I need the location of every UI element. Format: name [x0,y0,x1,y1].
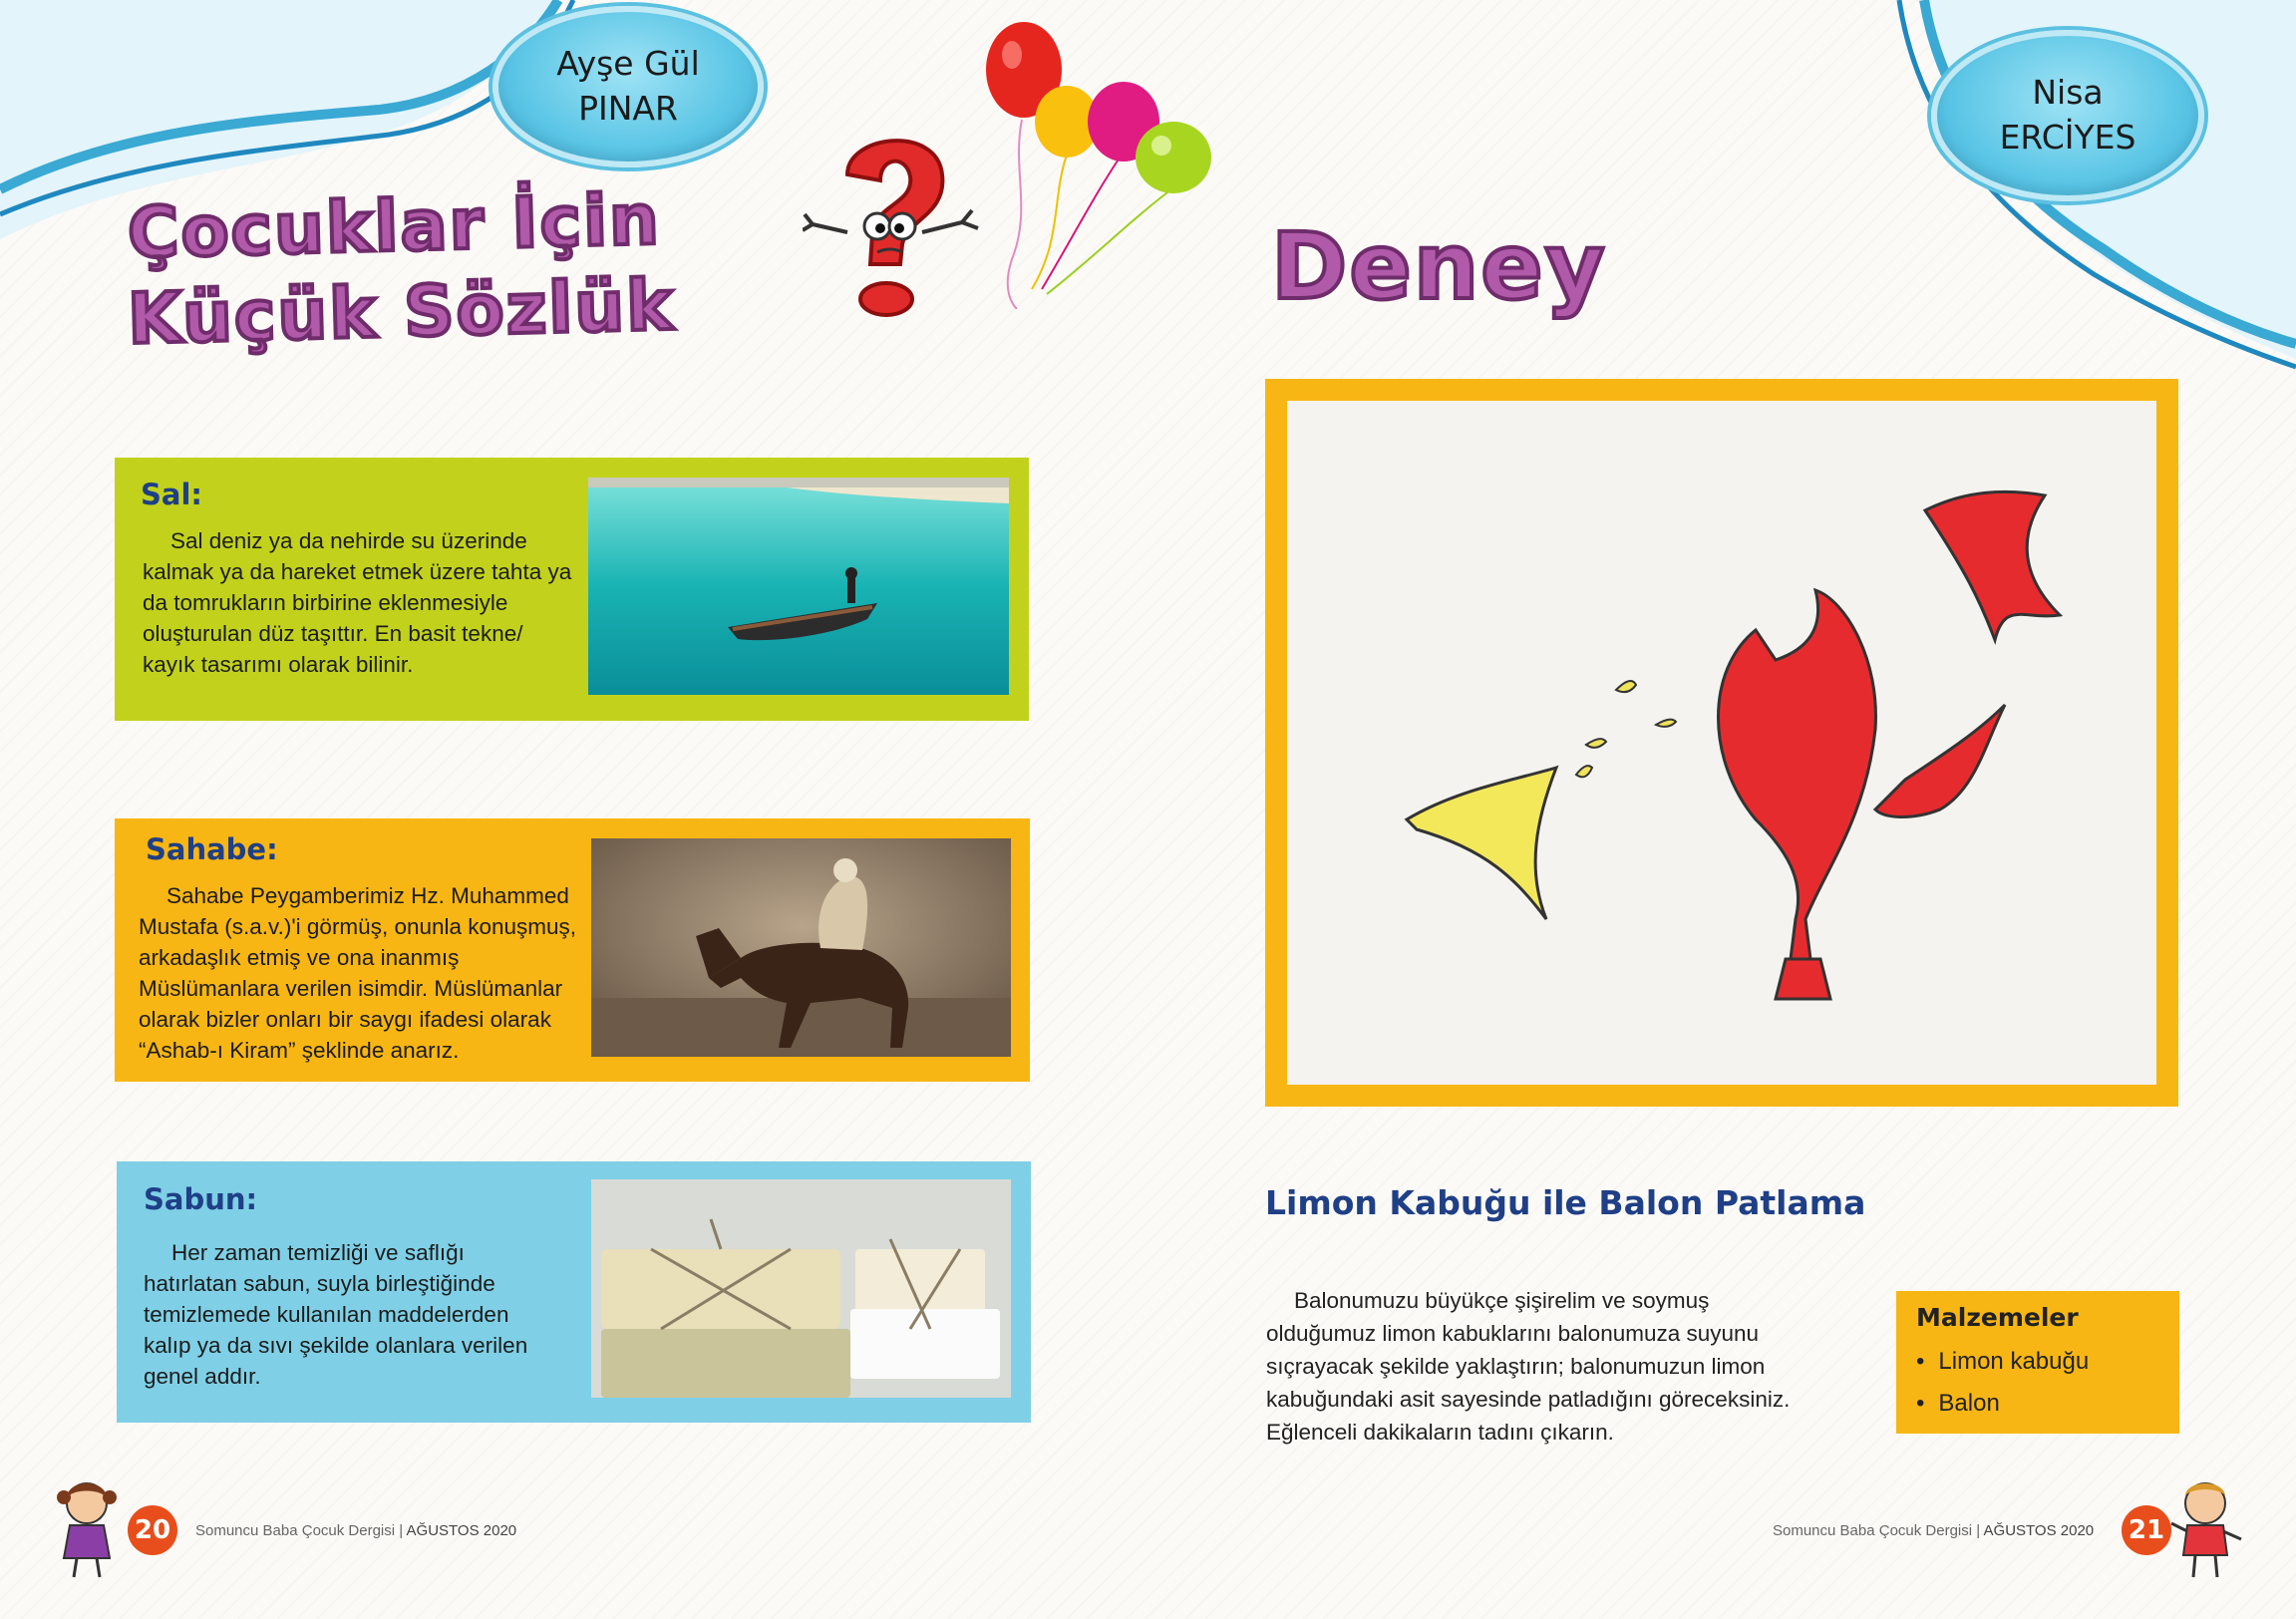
question-mark-mascot-icon [803,115,982,319]
boy-mascot-icon [2167,1473,2245,1581]
page-number-left: 20 [128,1505,177,1555]
footer-issue: AĞUSTOS 2020 [1983,1522,2095,1539]
page-number-right: 21 [2122,1505,2171,1555]
author-first-name: Ayşe Gül [556,44,700,84]
horse-rider-photo [591,838,1011,1057]
experiment-description: Balonumuzu büyükçe şişirelim ve soymuş olduğumuz limon kabuklarını balonumuza suyunu sıçrayacak şekilde yaklaştırın; balonumuzun limon kabuğundaki asit sayesinde patladığını göreceksiniz. Eğlenceli dakikaların tadını çıkarın. [1266,1288,1791,1445]
experiment-illustration-frame [1265,379,2178,1107]
materials-box [1896,1291,2179,1434]
footer-left [195,1522,516,1539]
footer-issue: AĞUSTOS 2020 [406,1522,517,1539]
glossary-definition: Sal deniz ya da nehirde su üzerinde kalmak ya da hareket etmek üzere tahta ya da tomrukların birbirine eklenmesiyle oluşturulan düz taşıttır. En basit tekne/ kayık tasarımı olarak bilinir. [143,528,572,677]
balloons-icon [972,10,1231,309]
glossary-definition: Her zaman temizliği ve saflığı hatırlatan sabun, suyla birleştiğinde temizlemede kullanılan maddelerden kalıp ya da sıvı şekilde olanlara verilen genel addır. [144,1240,528,1389]
author-last-name: ERCİYES [1999,118,2136,157]
boat-sea-photo [588,478,1009,695]
glossary-term: Sal: [141,478,202,511]
materials-item: • Limon kabuğu [1916,1341,2089,1383]
footer-right [1773,1522,2094,1539]
left-page-title-line1: Çocuklar İçin [127,178,662,274]
author-last-name: PINAR [578,89,678,128]
girl-mascot-icon [52,1473,122,1581]
glossary-term: Sahabe: [146,832,278,866]
materials-item: • Balon [1916,1383,2089,1425]
glossary-card-sal [115,458,1029,721]
left-page-title-line2: Küçük Sözlük [127,263,676,361]
footer-magazine: Somuncu Baba Çocuk Dergisi | [195,1522,407,1539]
soap-bars-photo [591,1179,1011,1398]
experiment-title: Limon Kabuğu ile Balon Patlama [1265,1183,1866,1222]
left-author-bubble [492,6,764,167]
glossary-term: Sabun: [144,1182,258,1216]
right-author-bubble [1931,30,2204,201]
footer-magazine: Somuncu Baba Çocuk Dergisi | [1773,1522,1984,1539]
glossary-card-sahabe [115,818,1030,1082]
right-page-title: Deney [1271,213,1607,320]
materials-title: Malzemeler [1916,1303,2079,1332]
materials-list [1916,1341,2089,1425]
author-first-name: Nisa [2032,73,2104,113]
glossary-card-sabun [117,1161,1031,1423]
glossary-definition: Sahabe Peygamberimiz Hz. Muhammed Mustafa (s.a.v.)'i görmüş, onunla konuşmuş, arkadaşlık etmiş ve ona inanmış Müslümanlara verilen isimdir. Müslümanlar olarak bizler onları bir saygı ifadesi olarak “Ashab-ı Kiram” şeklinde anarız. [139,883,577,1063]
experiment-illustration [1287,401,2156,1085]
